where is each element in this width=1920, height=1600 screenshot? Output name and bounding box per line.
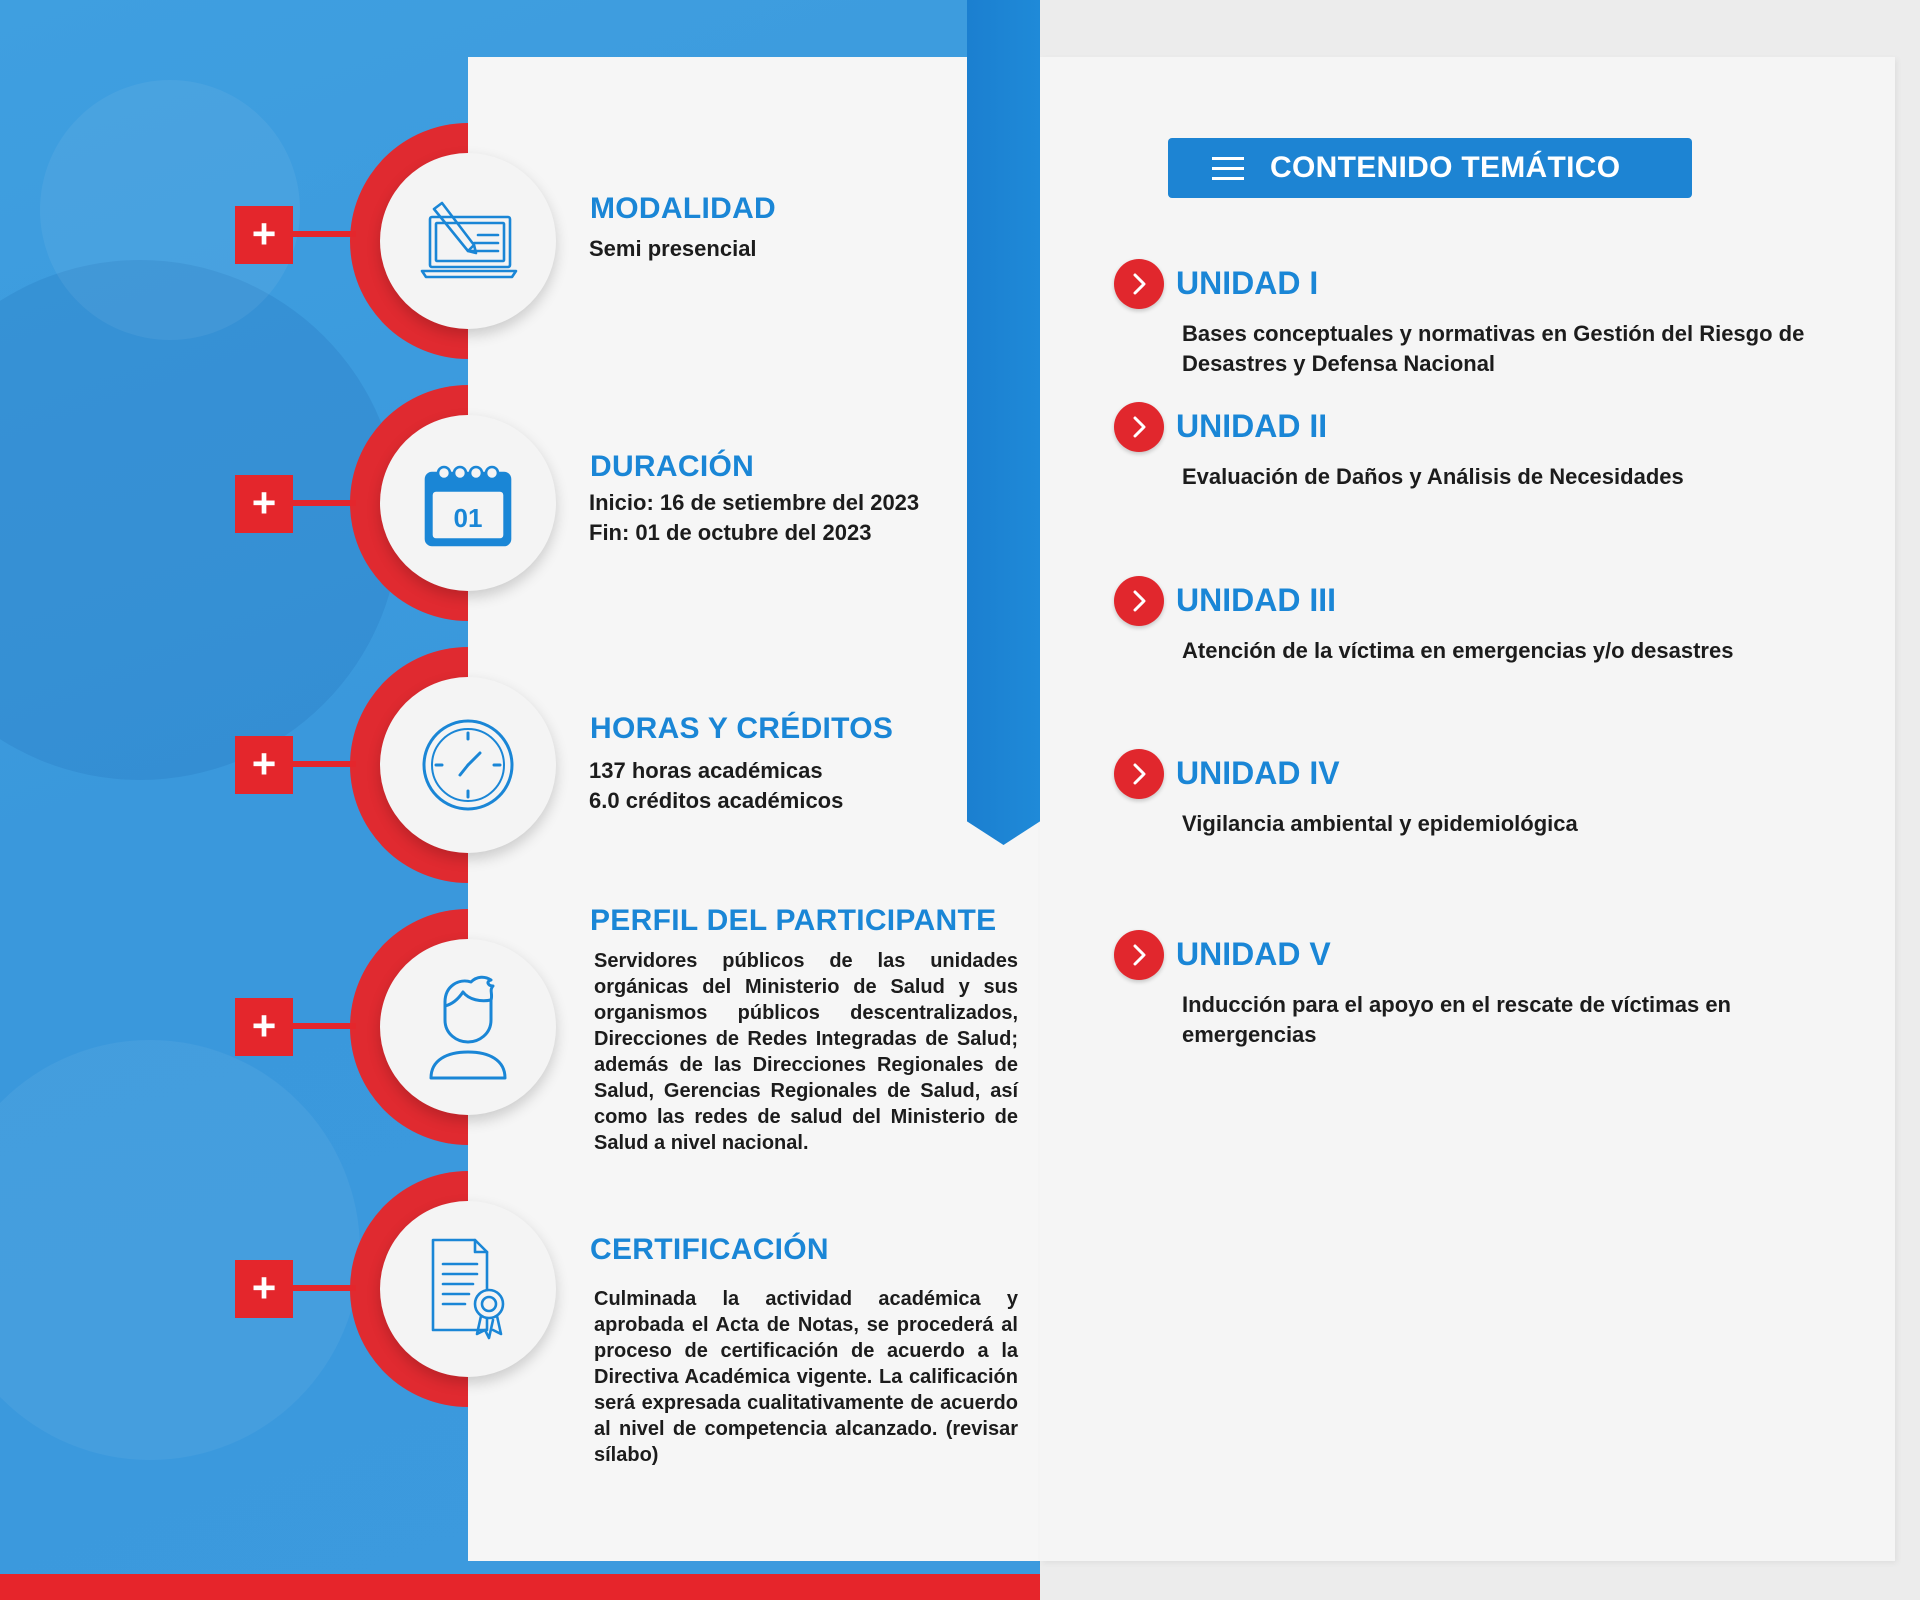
unit-title: UNIDAD IV — [1176, 755, 1340, 791]
icon-circle — [380, 677, 556, 853]
unit-description: Atención de la víctima en emergencias y/o desastres — [1182, 638, 1734, 663]
background-shape — [0, 260, 400, 780]
bookmark-ribbon — [967, 0, 1040, 845]
unit-title: UNIDAD III — [1176, 582, 1336, 618]
chevron-right-icon — [1114, 402, 1164, 452]
unit-title: UNIDAD II — [1176, 408, 1328, 444]
item-text: Fin: 01 de octubre del 2023 — [589, 520, 872, 545]
item-text: Semi presencial — [589, 236, 757, 261]
contenido-tematico-header[interactable] — [1168, 138, 1692, 198]
connector-line — [292, 761, 356, 767]
connector-line — [292, 1285, 356, 1291]
unit-title: UNIDAD V — [1176, 936, 1331, 972]
item-text: Inicio: 16 de setiembre del 2023 — [589, 490, 920, 515]
icon-circle — [380, 415, 556, 591]
expand-button[interactable]: + — [235, 736, 293, 794]
unit-description: Vigilancia ambiental y epidemiológica — [1182, 811, 1578, 836]
expand-button[interactable]: + — [235, 475, 293, 533]
expand-button[interactable]: + — [235, 1260, 293, 1318]
item-title: HORAS Y CRÉDITOS — [590, 712, 894, 745]
item-title: PERFIL DEL PARTICIPANTE — [590, 904, 997, 937]
clock-icon — [418, 715, 518, 815]
item-text: 6.0 créditos académicos — [589, 788, 844, 813]
svg-text:01: 01 — [453, 503, 483, 533]
unit-title: UNIDAD I — [1176, 265, 1319, 301]
bottom-bar — [0, 1574, 1040, 1600]
background-shape — [0, 1040, 360, 1460]
item-title: DURACIÓN — [590, 450, 755, 483]
menu-icon — [1212, 157, 1244, 180]
chevron-right-icon — [1114, 930, 1164, 980]
item-paragraph: Servidores públicos de las unidades orgánicas del Ministerio de Salud y sus organismos públicos descentralizados, Direcciones de Redes Integradas de Salud; además de las Direcciones Regionales de Salud, Gerencias Regionales de Salud, así como las redes de salud del Ministerio de Salud a nivel nacional. — [594, 950, 1018, 1154]
unit-description: Evaluación de Daños y Análisis de Necesidades — [1182, 464, 1684, 489]
unit-description: Bases conceptuales y normativas en Gestión del Riesgo de Desastres y Defensa Nacional — [1182, 321, 1805, 376]
connector-line — [292, 231, 356, 237]
chevron-right-icon — [1114, 259, 1164, 309]
person-icon — [423, 972, 513, 1082]
connector-line — [292, 500, 356, 506]
certificate-icon — [423, 1234, 513, 1344]
chevron-right-icon — [1114, 749, 1164, 799]
chevron-right-icon — [1114, 576, 1164, 626]
laptop-pen-icon — [418, 199, 518, 283]
icon-circle — [380, 939, 556, 1115]
unit-description: Inducción para el apoyo en el rescate de víctimas en emergencias — [1182, 992, 1731, 1047]
expand-button[interactable]: + — [235, 206, 293, 264]
calendar-icon — [420, 455, 516, 551]
connector-line — [292, 1023, 356, 1029]
icon-circle — [380, 1201, 556, 1377]
expand-button[interactable]: + — [235, 998, 293, 1056]
item-title: MODALIDAD — [590, 192, 777, 225]
item-paragraph: Culminada la actividad académica y aprobada el Acta de Notas, se procederá al proceso de certificación de acuerdo a la Directiva Académica vigente. La calificación será expresada cualitativamente de acuerdo al nivel de competencia alcanzado. (revisar sílabo) — [594, 1288, 1018, 1466]
item-text: 137 horas académicas — [589, 758, 823, 783]
icon-circle — [380, 153, 556, 329]
item-title: CERTIFICACIÓN — [590, 1233, 829, 1266]
contenido-tematico-title: CONTENIDO TEMÁTICO — [1270, 151, 1621, 184]
